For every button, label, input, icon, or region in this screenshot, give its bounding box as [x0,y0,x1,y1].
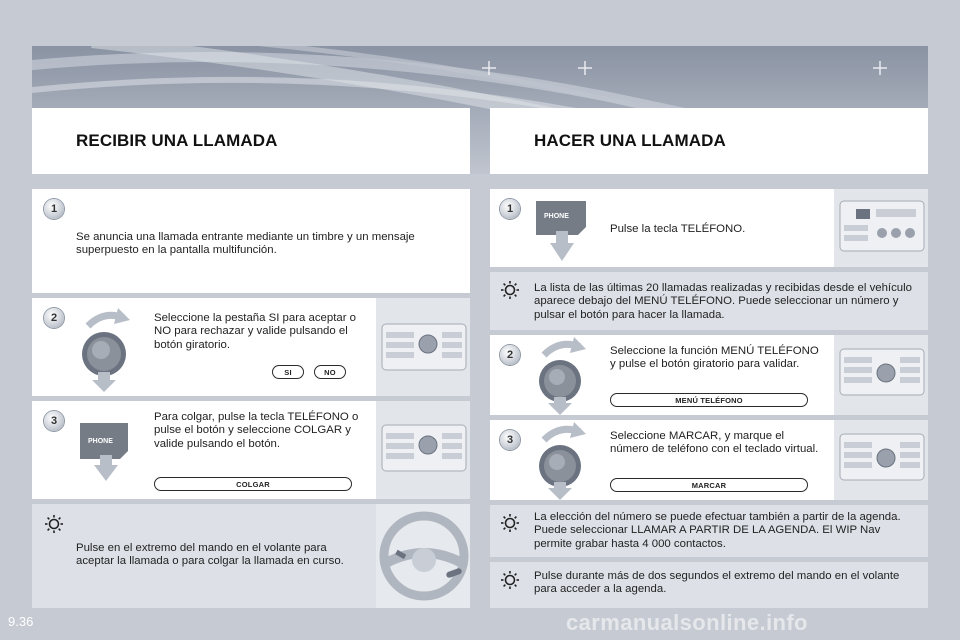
colgar-button[interactable]: COLGAR [154,477,352,491]
right-section-title-card [490,108,928,174]
radio-panel-icon [834,335,928,415]
left-step-2-text: Seleccione la pestaña SI para aceptar o NO para rechazar y valide pulsando el botón giratorio. [154,312,357,351]
right-step-2-text: Seleccione la función MENÚ TELÉFONO y pulse el botón giratorio para validar. [610,345,819,371]
radio-panel-icon [834,189,928,267]
radio-unit-illustration [834,335,928,415]
left-step-3-card [32,401,470,499]
phone-key-icon [78,419,134,485]
steering-wheel-icon [376,504,470,608]
right-tip-3-card [490,562,928,608]
left-step-3-text: Para colgar, pulse la tecla TELÉFONO o pulse el botón y seleccione COLGAR y valide pulsando el botón. [154,411,359,450]
right-step-2-card [490,335,928,415]
phone-key-icon [534,199,592,265]
tip-lightbulb-icon [500,513,520,533]
radio-panel-icon [834,420,928,500]
phone-key-label: PHONE [544,213,569,220]
step-number-badge: 3 [500,430,520,450]
no-tab-button[interactable]: NO [314,365,346,379]
tip-lightbulb-icon [44,514,64,534]
right-tip-1-card [490,272,928,330]
step-number-badge: 2 [500,345,520,365]
steering-wheel-illustration [376,504,470,608]
right-step-3-card [490,420,928,500]
page-number: 9.36 [8,614,34,629]
left-section-title-card [32,108,470,174]
step-number-badge: 1 [44,199,64,219]
step-number-badge: 1 [500,199,520,219]
menu-telefono-button[interactable]: MENÚ TELÉFONO [610,393,808,407]
left-step-1-text: Se anuncia una llamada entrante mediante un timbre y un mensaje superpuesto en la pantalla multifunción. [76,231,415,257]
step-number-badge: 3 [44,411,64,431]
right-step-1-card [490,189,928,267]
right-tip-2-text: La elección del número se puede efectuar también a partir de la agenda. Puede seleccionar LLAMAR A PARTIR DE LA AGENDA. El WIP Nav permite grabar hasta 4 000 contactos. [534,511,901,550]
left-tip-text: Pulse en el extremo del mando en el volante para aceptar la llamada o para colgar la llamada en curso. [76,542,344,568]
left-step-1-card [32,189,470,293]
right-tip-3-text: Pulse durante más de dos segundos el extremo del mando en el volante para acceder a la agenda. [534,570,900,596]
radio-unit-illustration [834,189,928,267]
left-step-2-card [32,298,470,396]
rotary-knob-icon [530,422,586,500]
radio-unit-illustration [376,401,470,499]
left-tip-card [32,504,470,608]
right-section-title: HACER UNA LLAMADA [534,131,726,150]
left-section-title: RECIBIR UNA LLAMADA [76,131,278,150]
right-step-1-text: Pulse la tecla TELÉFONO. [610,223,746,235]
watermark: carmanualsonline.info [566,610,808,635]
tip-lightbulb-icon [500,280,520,300]
rotary-knob-icon [530,337,586,415]
marcar-button[interactable]: MARCAR [610,478,808,492]
right-step-3-text: Seleccione MARCAR, y marque el número de teléfono con el teclado virtual. [610,430,819,456]
radio-panel-icon [376,401,470,499]
radio-unit-illustration [376,298,470,396]
phone-key-label: PHONE [88,438,113,445]
right-tip-2-card [490,505,928,557]
tip-lightbulb-icon [500,570,520,590]
step-number-badge: 2 [44,308,64,328]
radio-unit-illustration [834,420,928,500]
radio-panel-icon [376,298,470,396]
right-tip-1-text: La lista de las últimas 20 llamadas realizadas y recibidas desde el vehículo aparece debajo del MENÚ TELÉFONO. Puede seleccionar un número y pulsar el botón para hacer la llamada. [534,282,912,321]
si-tab-button[interactable]: SI [272,365,304,379]
rotary-knob-icon [74,306,130,392]
